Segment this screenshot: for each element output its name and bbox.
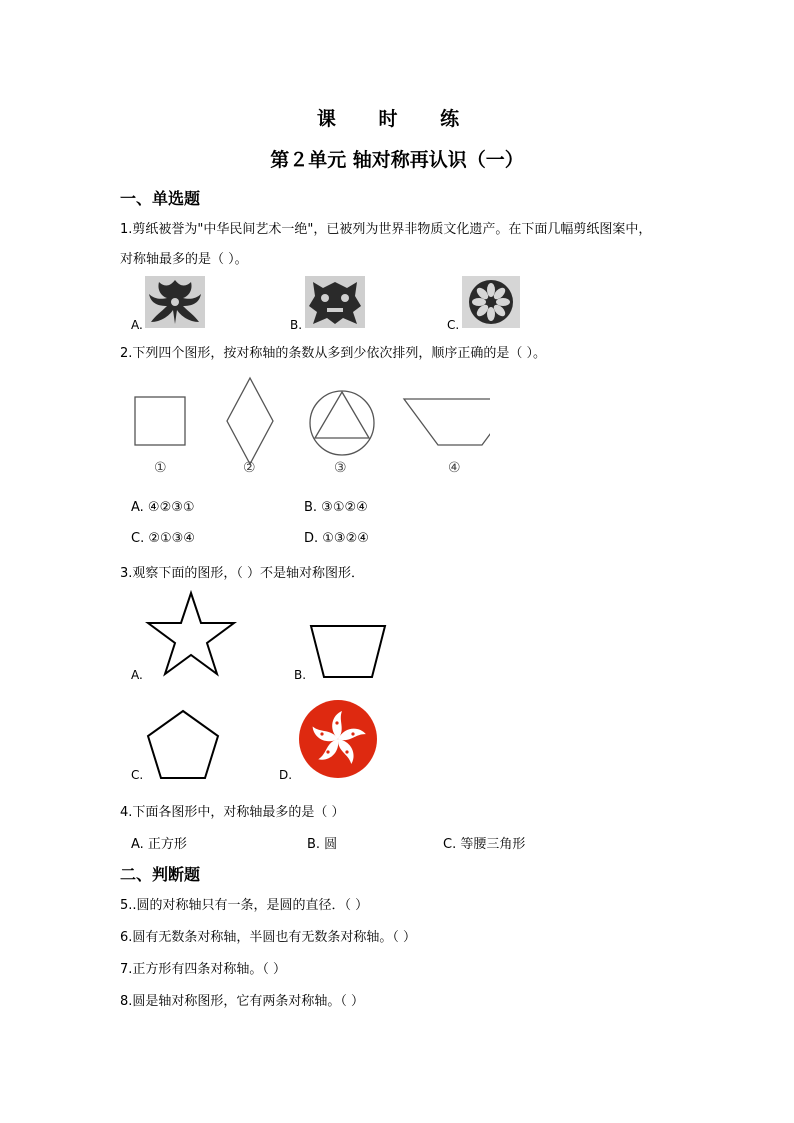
q3-bauhinia-flag-icon (298, 699, 378, 779)
q3-option-d-label[interactable]: D. (279, 768, 293, 782)
q3-trapezoid-shape (308, 622, 388, 680)
q4-option-a[interactable]: A. 正方形 (131, 837, 187, 852)
q3-option-a-label[interactable]: A. (131, 668, 143, 682)
q1-papercut-c-image (462, 276, 520, 328)
q2-trapezoid-shape (404, 399, 490, 445)
q5-text: 5..圆的对称轴只有一条，是圆的直径．（ ） (120, 898, 369, 913)
q3-star-shape (145, 590, 237, 678)
q2-label-1: ① (154, 460, 167, 476)
q2-triangle-shape (315, 392, 369, 438)
q2-label-2: ② (243, 460, 256, 476)
q1-option-b-label[interactable]: B. (290, 318, 303, 332)
q1-text-line1: 1.剪纸被誉为"中华民间艺术一绝"，已被列为世界非物质文化遗产。在下面几幅剪纸图案中， (120, 222, 652, 237)
q4-text: 4.下面各图形中，对称轴最多的是（ ） (120, 805, 345, 820)
q1-option-a-label[interactable]: A. (131, 318, 143, 332)
unit-subtitle: 第２单元 轴对称再认识（一） (270, 149, 524, 171)
q6-text: 6.圆有无数条对称轴，半圆也有无数条对称轴。（ ） (120, 930, 417, 945)
q2-option-d[interactable]: D. ①③②④ (304, 531, 369, 546)
q2-label-3: ③ (334, 460, 347, 476)
q1-option-c-label[interactable]: C. (447, 318, 460, 332)
q2-option-b[interactable]: B. ③①②④ (304, 500, 368, 515)
q1-papercut-b-image (305, 276, 365, 328)
section-single-choice: 一、单选题 (120, 189, 201, 208)
q7-text: 7.正方形有四条对称轴。（ ） (120, 962, 287, 977)
q3-pentagon-shape (145, 708, 221, 782)
page-title: 课 时 练 (316, 108, 478, 130)
q2-circle-shape (310, 391, 374, 455)
q2-option-c[interactable]: C. ②①③④ (131, 531, 195, 546)
q2-square-shape (135, 397, 185, 445)
q3-option-c-label[interactable]: C. (131, 768, 144, 782)
q4-option-b[interactable]: B. 圆 (307, 837, 338, 852)
q1-papercut-a-image (145, 276, 205, 328)
q3-text: 3.观察下面的图形，（ ）不是轴对称图形． (120, 566, 365, 581)
q2-rhombus-shape (227, 378, 273, 464)
q3-option-b-label[interactable]: B. (294, 668, 307, 682)
q2-text: 2.下列四个图形，按对称轴的条数从多到少依次排列，顺序正确的是（ ）。 (120, 346, 547, 361)
q2-figures (120, 370, 490, 485)
section-judgment: 二、判断题 (120, 865, 201, 884)
q4-option-c[interactable]: C. 等腰三角形 (443, 837, 526, 852)
q2-label-4: ④ (448, 460, 461, 476)
q1-text-line2: 对称轴最多的是（ ）。 (120, 252, 248, 267)
q8-text: 8.圆是轴对称图形，它有两条对称轴。（ ） (120, 994, 365, 1009)
q2-option-a[interactable]: A. ④②③① (131, 500, 195, 515)
